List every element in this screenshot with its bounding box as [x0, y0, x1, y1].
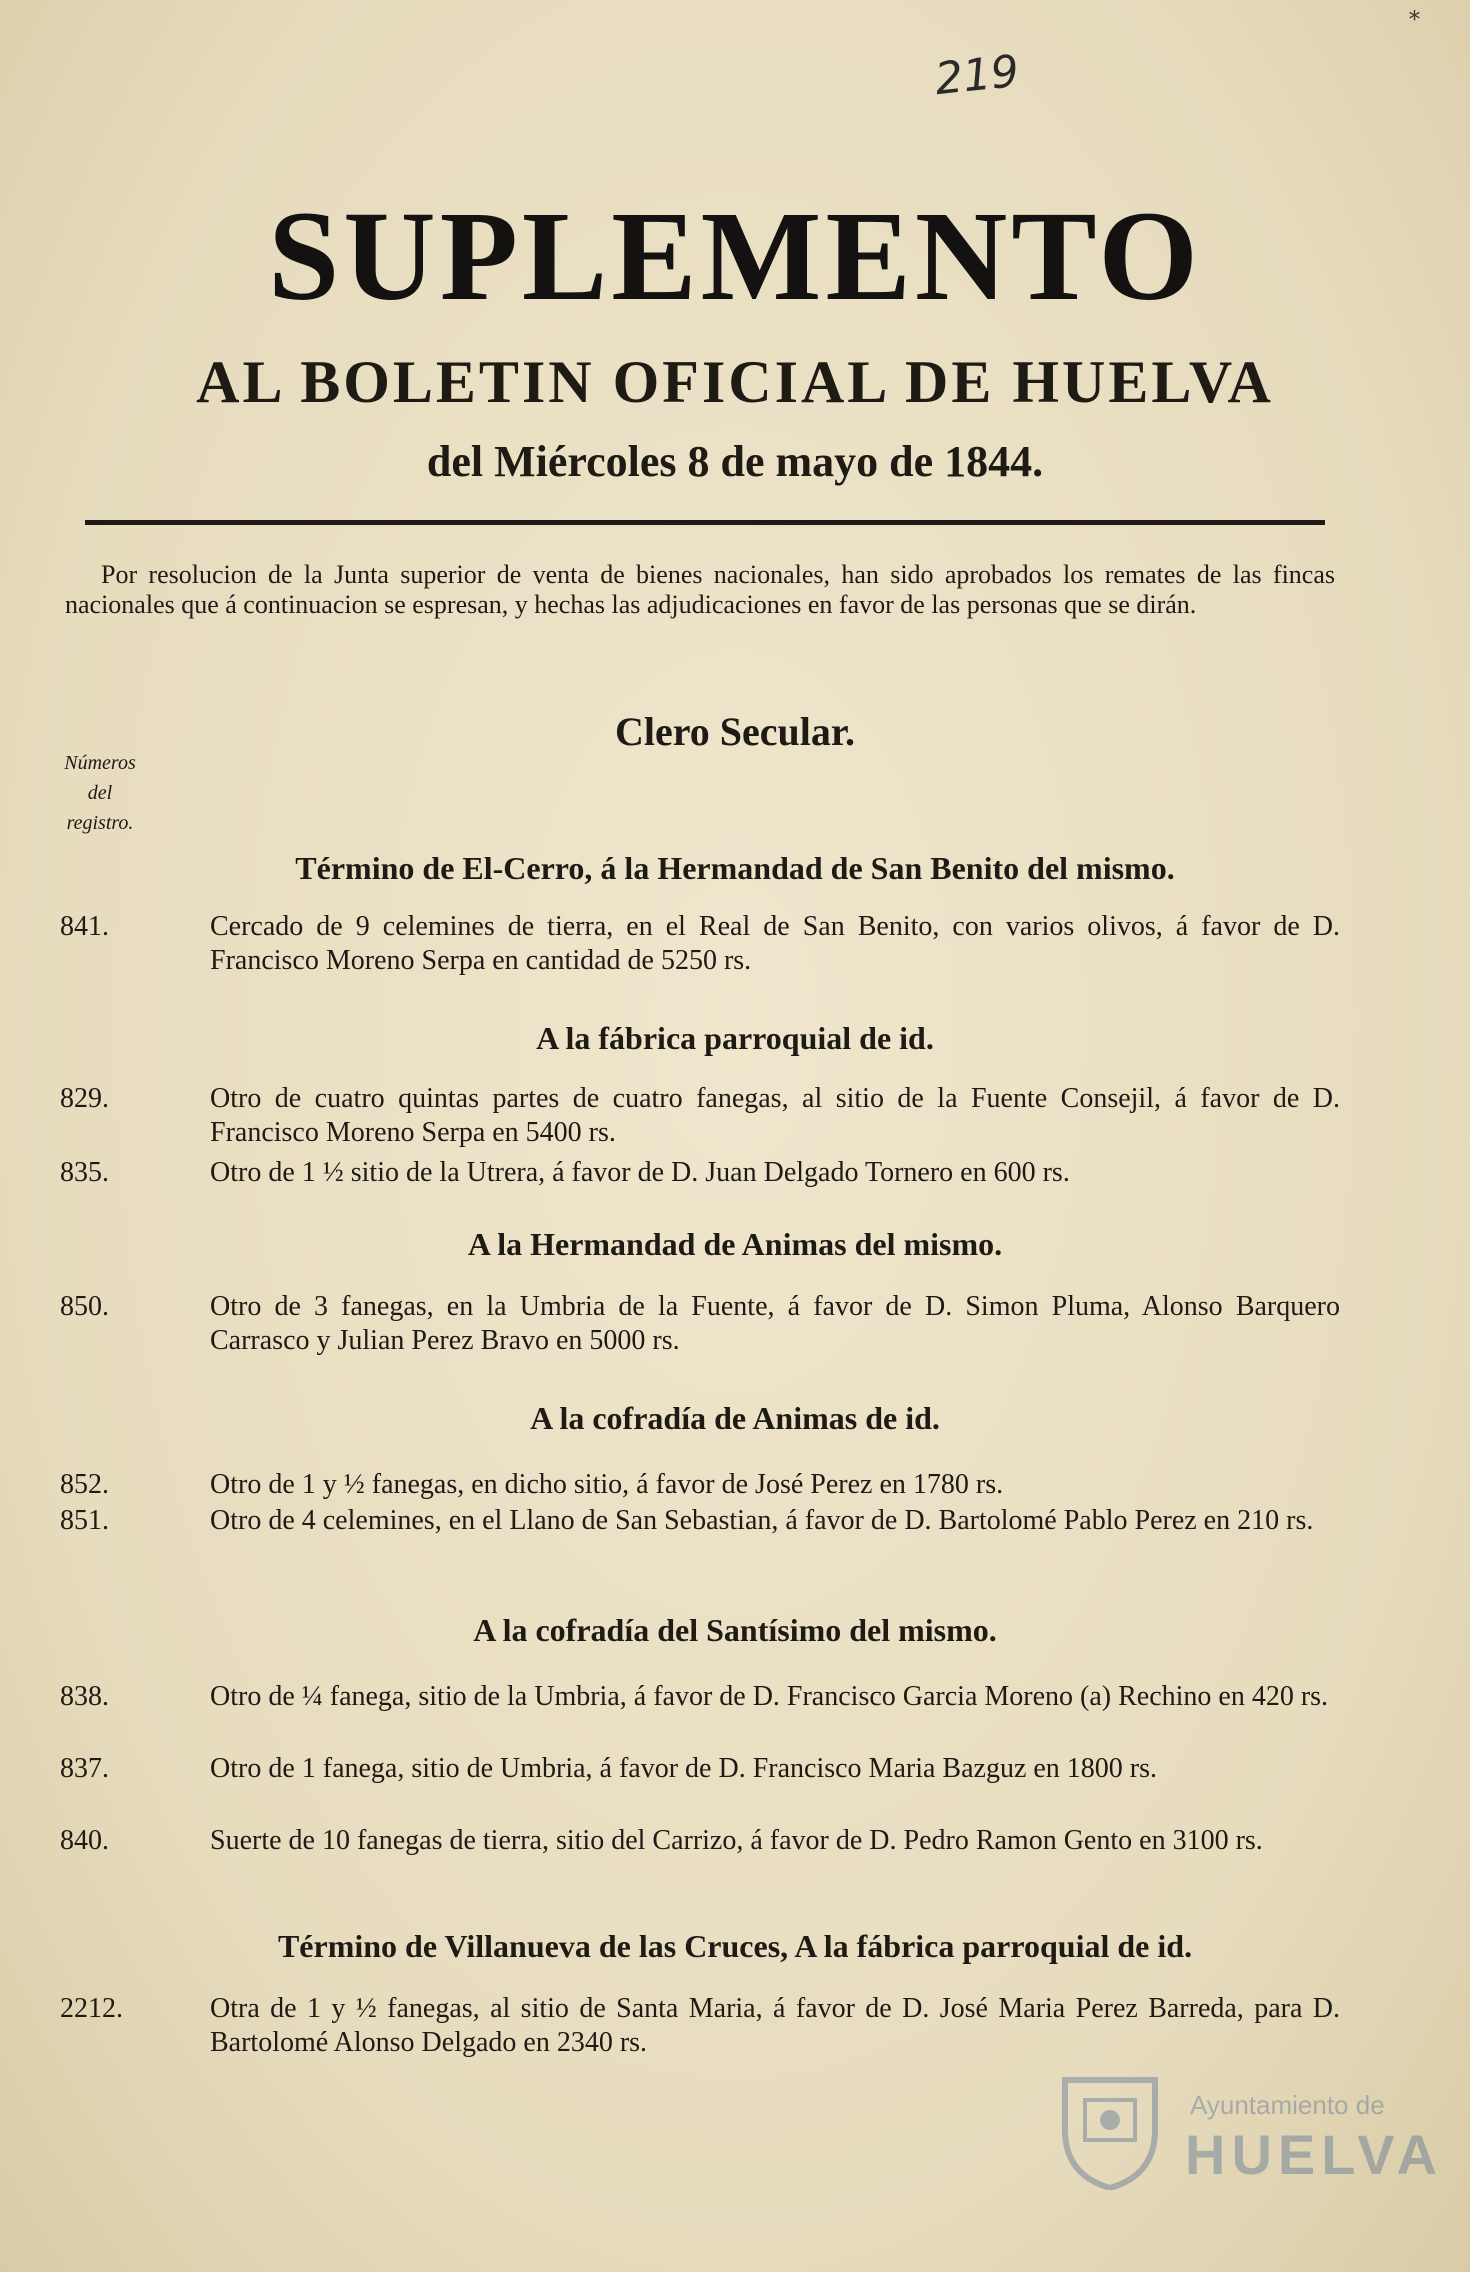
- group-heading: Término de El-Cerro, á la Hermandad de San Benito del mismo.: [295, 850, 1175, 886]
- corner-mark: *: [1409, 8, 1420, 33]
- registry-number: 2212.: [60, 1993, 123, 2024]
- document-subtitle: AL BOLETIN OFICIAL DE HUELVA: [196, 349, 1274, 415]
- document-date: del Miércoles 8 de mayo de 1844.: [426, 437, 1044, 486]
- list-item: [60, 1992, 1340, 2060]
- list-item: [60, 1824, 1340, 1858]
- registry-number: 835.: [60, 1157, 109, 1188]
- list-item: [60, 1468, 1340, 1502]
- registry-number: 840.: [60, 1825, 109, 1856]
- entry-text: Otro de 1 fanega, sitio de Umbria, á favor de D. Francisco Maria Bazguz en 1800 rs.: [210, 1753, 1158, 1784]
- list-item: [60, 1156, 1340, 1190]
- group-heading: A la fábrica parroquial de id.: [536, 1020, 934, 1056]
- entry-text: Suerte de 10 fanegas de tierra, sitio del Carrizo, á favor de D. Pedro Ramon Gento en 3100 rs.: [210, 1825, 1263, 1856]
- header-divider: [85, 520, 1325, 525]
- list-item: [60, 910, 1340, 978]
- watermark-line2: HUELVA: [1185, 2123, 1443, 2186]
- entry-text: Otra de 1 y ½ fanegas, al sitio de Santa Maria, á favor de D. José Maria Perez Barreda, para D. Bartolomé Alonso Delgado en 2340 rs.: [210, 1993, 1340, 2058]
- registry-number: 851.: [60, 1505, 109, 1536]
- city-shield-icon: [1055, 2070, 1165, 2190]
- column-header-line: registro.: [66, 812, 134, 834]
- group-heading: A la cofradía del Santísimo del mismo.: [473, 1612, 997, 1648]
- archive-number: 219: [932, 45, 1022, 106]
- registry-number: 829.: [60, 1083, 109, 1114]
- column-header: [55, 748, 145, 838]
- list-item: [60, 1680, 1340, 1714]
- registry-number: 837.: [60, 1753, 109, 1784]
- entry-text: Otro de ¼ fanega, sitio de la Umbria, á favor de D. Francisco Garcia Moreno (a) Rechino en 420 rs.: [210, 1681, 1329, 1712]
- list-item: [60, 1752, 1340, 1786]
- entry-text: Otro de cuatro quintas partes de cuatro fanegas, al sitio de la Fuente Consejil, á favor de D. Francisco Moreno Serpa en 5400 rs.: [210, 1083, 1340, 1148]
- column-header-line: Números: [64, 752, 136, 774]
- registry-number: 841.: [60, 911, 109, 942]
- group-heading: A la Hermandad de Animas del mismo.: [467, 1226, 1003, 1262]
- watermark-line1: Ayuntamiento de: [1190, 2090, 1385, 2120]
- column-header-line: del: [87, 782, 113, 804]
- registry-number: 852.: [60, 1469, 109, 1500]
- intro-paragraph: Por resolucion de la Junta superior de venta de bienes nacionales, han sido aprobados los remates de las fincas nacionales que á continuacion se espresan, y hechas las adjudicaciones en favor de las personas que se dirán.: [65, 560, 1335, 619]
- list-item: [60, 1504, 1340, 1538]
- entry-text: Otro de 4 celemines, en el Llano de San Sebastian, á favor de D. Bartolomé Pablo Perez en 210 rs.: [210, 1505, 1314, 1536]
- group-heading: Término de Villanueva de las Cruces, A la fábrica parroquial de id.: [277, 1928, 1193, 1964]
- section-title: Clero Secular.: [615, 709, 855, 754]
- entry-text: Otro de 1 ½ sitio de la Utrera, á favor de D. Juan Delgado Tornero en 600 rs.: [210, 1157, 1070, 1188]
- group-heading: A la cofradía de Animas de id.: [530, 1400, 940, 1436]
- registry-number: 838.: [60, 1681, 109, 1712]
- registry-number: 850.: [60, 1291, 109, 1322]
- archive-watermark: [1055, 2070, 1443, 2200]
- list-item: [60, 1290, 1340, 1358]
- entry-text: Otro de 1 y ½ fanegas, en dicho sitio, á favor de José Perez en 1780 rs.: [210, 1469, 1004, 1500]
- entry-text: Otro de 3 fanegas, en la Umbria de la Fuente, á favor de D. Simon Pluma, Alonso Barquero Carrasco y Julian Perez Bravo en 5000 rs.: [210, 1291, 1340, 1356]
- entry-text: Cercado de 9 celemines de tierra, en el Real de San Benito, con varios olivos, á favor de D. Francisco Moreno Serpa en cantidad de 5250 rs.: [210, 911, 1340, 976]
- list-item: [60, 1082, 1340, 1150]
- document-title: SUPLEMENTO: [268, 185, 1202, 327]
